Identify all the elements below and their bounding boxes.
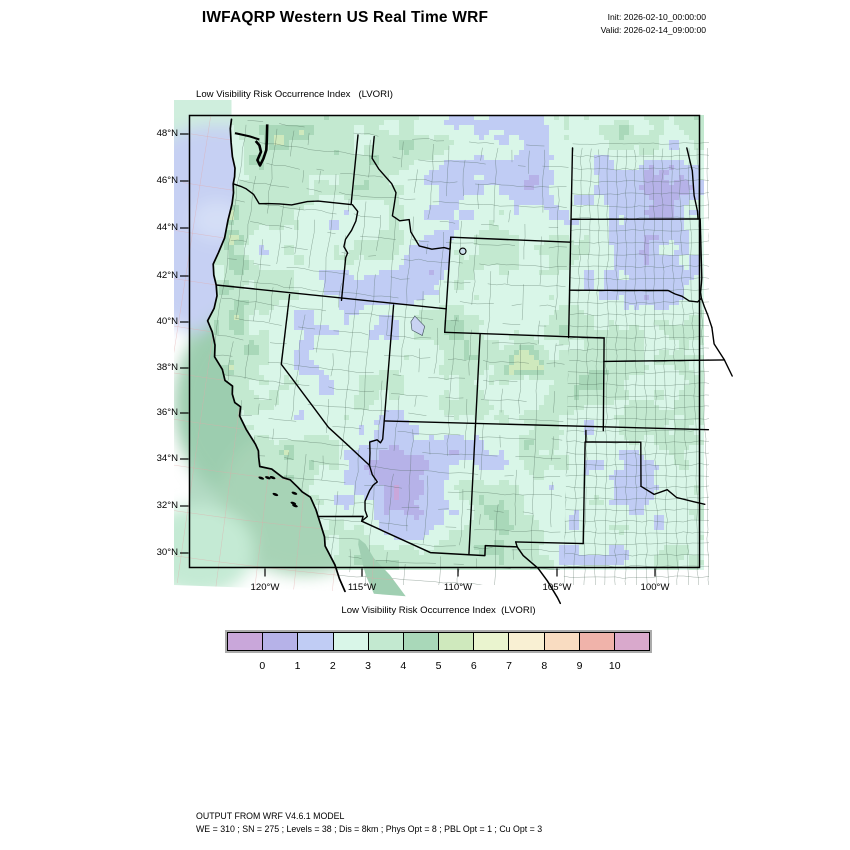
legend-tick-label: 8 [541, 660, 548, 672]
lat-tick-label: 48°N [156, 128, 178, 139]
legend-tick-label: 4 [400, 660, 407, 672]
legend-tick-label: 1 [294, 660, 301, 672]
map-panel [189, 115, 700, 568]
footer-config-line: WE = 310 ; SN = 275 ; Levels = 38 ; Dis = 8km ; Phys Opt = 8 ; PBL Opt = 1 ; Cu Opt = 3 [196, 824, 543, 834]
init-timestamp: Init: 2026-02-10_00:00:00 [607, 12, 706, 22]
legend-swatch [369, 632, 404, 651]
legend-tick-label: 0 [259, 660, 266, 672]
legend-tick-label: 3 [365, 660, 371, 672]
lat-tick-label: 46°N [156, 175, 178, 186]
lat-tick-label: 36°N [156, 407, 178, 418]
legend-swatch [334, 632, 369, 651]
page-title: IWFAQRP Western US Real Time WRF [201, 9, 489, 26]
lat-tick-label: 44°N [156, 222, 178, 233]
lon-tick-label: 100°W [640, 582, 670, 593]
legend-tick-label: 2 [329, 660, 336, 672]
legend-swatch [227, 632, 263, 651]
colorbar-labels [227, 660, 650, 676]
lat-tick-label: 42°N [156, 270, 178, 281]
valid-timestamp: Valid: 2026-02-14_09:00:00 [600, 25, 706, 35]
legend-swatch [615, 632, 650, 651]
lon-tick-label: 105°W [542, 582, 572, 593]
lat-tick-label: 40°N [156, 316, 178, 327]
lat-tick-label: 32°N [156, 500, 178, 511]
legend-swatch [263, 632, 298, 651]
legend-swatch [298, 632, 333, 651]
legend-swatch [474, 632, 509, 651]
colorbar-title: Low Visibility Risk Occurrence Index (LVORI) [341, 605, 536, 616]
legend-tick-label: 7 [506, 660, 512, 672]
footer-model-line: OUTPUT FROM WRF V4.6.1 MODEL [196, 811, 345, 821]
legend-swatch [545, 632, 580, 651]
colorbar [227, 632, 650, 651]
legend-tick-label: 5 [435, 660, 442, 672]
map-title: Low Visibility Risk Occurrence Index (LVORI) [196, 89, 393, 100]
map-canvas [189, 115, 700, 568]
legend-tick-label: 6 [470, 660, 477, 672]
lon-tick-label: 120°W [250, 582, 280, 593]
lon-tick-label: 115°W [347, 582, 377, 593]
legend-tick-label: 10 [608, 660, 621, 672]
lat-tick-label: 34°N [156, 453, 178, 464]
lon-tick-label: 110°W [443, 582, 473, 593]
legend-tick-label: 9 [576, 660, 583, 672]
legend-swatch [404, 632, 439, 651]
legend-swatch [439, 632, 474, 651]
lat-tick-label: 30°N [156, 547, 178, 558]
legend-swatch [580, 632, 615, 651]
legend-swatch [509, 632, 544, 651]
lat-tick-label: 38°N [156, 362, 178, 373]
